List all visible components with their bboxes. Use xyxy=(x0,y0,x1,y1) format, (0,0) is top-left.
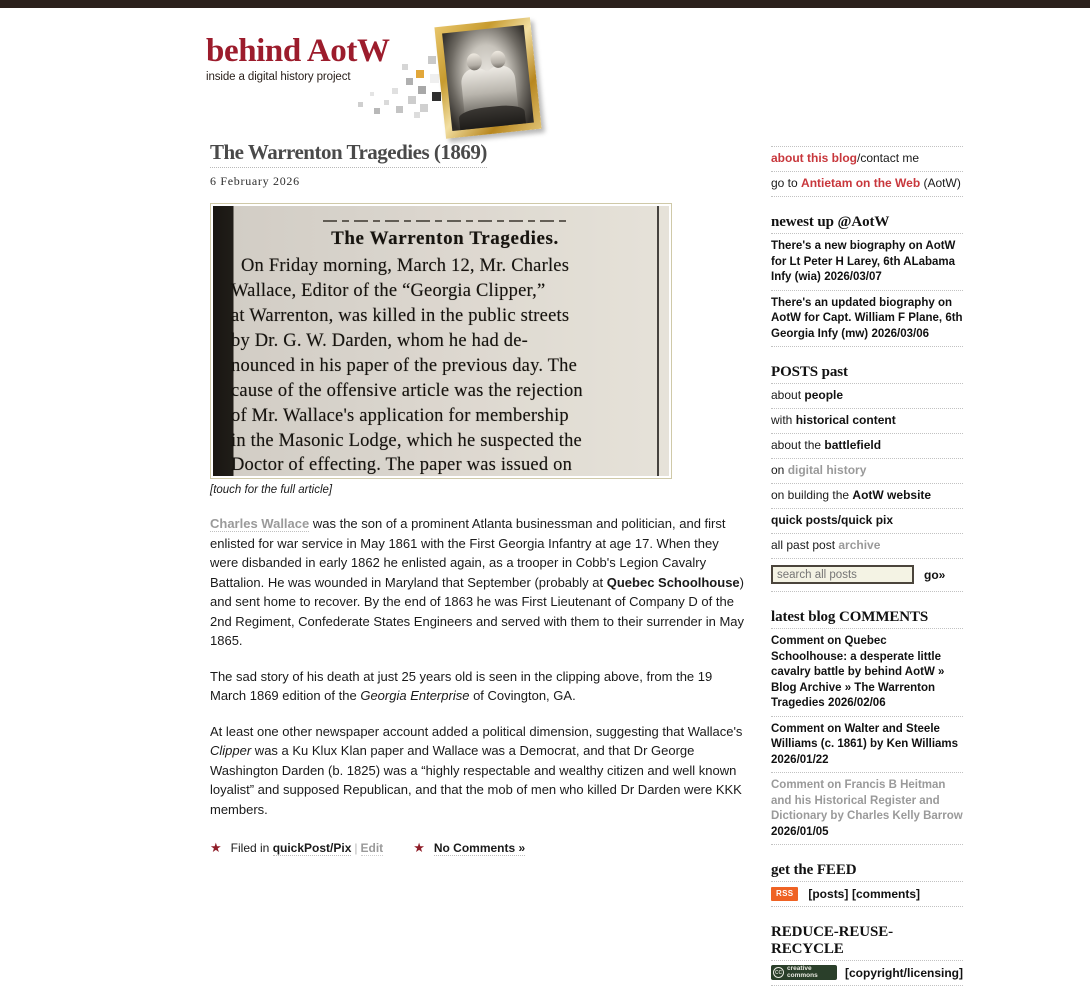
clipping-line: nounced in his paper of the previous day. The xyxy=(231,356,578,377)
pixel-particle xyxy=(406,78,413,85)
tintype-photo-graphic xyxy=(352,16,542,140)
feed-row xyxy=(771,882,963,907)
post-paragraph-3 xyxy=(210,722,750,820)
comments-link[interactable]: No Comments » xyxy=(433,841,526,856)
pixel-particle xyxy=(408,96,416,104)
comment-item-date: 2026/02/06 xyxy=(828,697,886,709)
copyright-licensing-link[interactable]: [copyright/licensing] xyxy=(844,965,963,980)
page-root xyxy=(0,8,1090,980)
post-meta xyxy=(210,841,755,855)
pixel-particle xyxy=(370,92,374,96)
link-quebec-schoolhouse[interactable]: Quebec Schoolhouse xyxy=(606,574,740,590)
sidebar-comment-item[interactable] xyxy=(771,629,963,717)
comment-item-text: Comment on Quebec Schoolhouse: a desperate little cavalry battle by behind AotW » Blog Archive » The Warrenton Tragedies xyxy=(771,635,945,709)
newspaper-clipping-image[interactable] xyxy=(213,206,669,476)
filed-in-group xyxy=(210,841,383,855)
newest-item-text: There's an updated biography on AotW for Capt. William F Plane, 6th Georgia Infy (mw) xyxy=(771,296,963,340)
newspaper-name: Georgia Enterprise xyxy=(360,688,470,704)
contact-me-text[interactable]: /contact me xyxy=(857,151,920,165)
item-prefix: on building the xyxy=(771,488,853,502)
main-content xyxy=(210,140,755,855)
search-row xyxy=(771,559,963,592)
cc-wordmark xyxy=(787,966,818,979)
newest-item-date: 2026/03/06 xyxy=(871,327,930,340)
search-go-button[interactable]: go» xyxy=(924,567,946,582)
pixel-particle xyxy=(396,106,403,113)
sidebar-item-aotw-website[interactable] xyxy=(771,484,963,509)
item-prefix: all past post xyxy=(771,538,839,552)
goto-label: go to xyxy=(771,176,802,190)
cc-word-creative: creative xyxy=(787,965,812,972)
clipping-line: of Mr. Wallace's application for membership xyxy=(231,406,569,427)
paragraph-text: was the son of a prominent Atlanta businessman and politician, and first enlisted for war service in May 1861 with the First Georgia Infantry at age 17. When they were disbanded in early 1862 he enlisted again, as a trooper in Cobb's Legion Cavalry Battalion. He was wounded in Maryland that September (probably at xyxy=(210,516,726,590)
sidebar-spacer xyxy=(771,197,963,214)
newest-item-date: 2026/03/07 xyxy=(824,271,882,283)
pixel-particle xyxy=(374,108,380,114)
sidebar-newest-item[interactable] xyxy=(771,291,963,348)
paragraph-text: was a Ku Klux Klan paper and Wallace was a Democrat, and that Dr George Washington Darden (b. 1825) was a “highly respectable and wealthy citizen and well known loyalist” and supposed Republican, and that the mob of men who killed Dr Darden were KKK members. xyxy=(210,743,742,817)
sidebar-spacer xyxy=(771,347,963,364)
feed-posts-link[interactable]: [posts] xyxy=(808,886,849,901)
pixel-particle xyxy=(432,92,441,101)
sidebar-aotw-row xyxy=(771,172,963,197)
sidebar-comment-item[interactable] xyxy=(771,717,963,774)
comment-item-text: Comment on Francis B Heitman and his Historical Register and Dictionary by Charles Kelly Barrow xyxy=(771,779,963,822)
clipping-line: Doctor of effecting. The paper was issued on xyxy=(231,455,573,476)
comments-group xyxy=(413,841,525,855)
pixel-particle xyxy=(402,64,408,70)
cc-glyph: cc xyxy=(775,969,782,976)
sidebar-item-people[interactable] xyxy=(771,384,963,409)
top-accent-bar xyxy=(0,0,1090,8)
paragraph-text: The sad story of his death at just 25 years old is seen in the clipping above, from the 19 March 1869 edition of the xyxy=(210,668,713,704)
meta-separator: | xyxy=(354,841,358,856)
pixel-particle xyxy=(416,70,424,78)
comment-item-date: 2026/01/05 xyxy=(771,825,829,838)
edit-link[interactable]: Edit xyxy=(360,841,384,856)
sidebar-spacer xyxy=(771,592,963,609)
paragraph-text: of Covington, GA. xyxy=(469,688,576,704)
comment-item-date: 2026/01/22 xyxy=(771,753,829,766)
clipping-line: Wallace, Editor of the “Georgia Clipper,” xyxy=(231,281,546,302)
item-prefix: with xyxy=(771,413,796,427)
post-paragraph-1 xyxy=(210,514,750,651)
item-prefix: about the xyxy=(771,438,825,452)
newspaper-name: Clipper xyxy=(210,743,252,759)
item-label: digital history xyxy=(787,463,867,477)
clipping-line: in the Masonic Lodge, which he suspected the xyxy=(231,431,582,452)
clipping-line: On Friday morning, March 12, Mr. Charles xyxy=(241,256,570,277)
clipping-headline: The Warrenton Tragedies. xyxy=(331,228,559,250)
star-bullet-icon: ★ xyxy=(210,840,222,856)
sidebar-item-digital-history[interactable] xyxy=(771,459,963,484)
filed-in-label: Filed in xyxy=(230,841,270,856)
clipping-column-rule xyxy=(657,206,659,476)
pixel-particle xyxy=(420,104,428,112)
tintype-image xyxy=(442,25,534,131)
clipping-line: at Warrenton, was killed in the public streets xyxy=(231,306,570,327)
pixel-particle xyxy=(384,100,389,105)
link-charles-wallace[interactable]: Charles Wallace xyxy=(210,516,310,532)
clipping-caption: [touch for the full article] xyxy=(210,484,333,497)
about-this-blog-link[interactable]: about this blog xyxy=(771,151,857,165)
item-label: people xyxy=(804,388,844,402)
sidebar-heading-feed: get the FEED xyxy=(771,862,963,882)
site-title: behind AotW xyxy=(206,33,390,69)
item-label: quick posts/quick pix xyxy=(771,513,894,527)
item-label: AotW website xyxy=(852,488,932,502)
portrait-head xyxy=(466,53,483,71)
sidebar-heading-posts-past: POSTS past xyxy=(771,364,963,384)
pixel-particle xyxy=(414,112,420,118)
search-input[interactable] xyxy=(771,565,914,584)
sidebar-item-quick-posts[interactable] xyxy=(771,509,963,534)
newest-item-text: There's a new biography on AotW for Lt Peter H Larey, 6th ALabama Infy (wia) xyxy=(771,240,956,283)
clipping-line: cause of the offensive article was the rejection xyxy=(231,381,583,402)
item-prefix: about xyxy=(771,388,805,402)
pixel-particle xyxy=(428,56,436,64)
sidebar-heading-recycle: REDUCE-REUSE-RECYCLE xyxy=(771,924,963,961)
post-paragraph-2 xyxy=(210,667,750,706)
clipping-figure xyxy=(210,203,755,496)
antietam-on-the-web-link[interactable]: Antietam on the Web xyxy=(801,176,921,190)
sidebar-spacer xyxy=(771,845,963,862)
sidebar-item-historical-content[interactable] xyxy=(771,409,963,434)
item-label: battlefield xyxy=(824,438,882,452)
sidebar-comment-item[interactable] xyxy=(771,773,963,845)
cc-word-commons: commons xyxy=(787,971,818,979)
paragraph-text: ) and sent home to recover. By the end of 1863 he was First Lieutenant of Company D of the 2nd Regiment, Confederate States Engineers and served with them to their surrender in May 1865. xyxy=(210,574,745,649)
paragraph-text: At least one other newspaper account added a political dimension, suggesting that Wallace's xyxy=(210,723,743,739)
clipping-line: by Dr. G. W. Darden, whom he had de- xyxy=(231,331,528,352)
sidebar xyxy=(771,146,963,986)
pixel-particle xyxy=(392,88,398,94)
clipping-rule xyxy=(323,220,569,222)
creative-commons-icon[interactable] xyxy=(771,965,837,980)
category-link[interactable]: quickPost/Pix xyxy=(272,841,352,856)
sidebar-spacer xyxy=(771,907,963,924)
sidebar-newest-item[interactable] xyxy=(771,234,963,291)
pixel-particle xyxy=(430,74,439,83)
star-bullet-icon: ★ xyxy=(413,840,425,856)
item-label: historical content xyxy=(795,413,896,427)
item-prefix: on xyxy=(771,463,788,477)
feed-comments-link[interactable]: [comments] xyxy=(851,886,920,901)
sidebar-item-battlefield[interactable] xyxy=(771,434,963,459)
clipping-frame[interactable] xyxy=(210,203,672,479)
post-date: 6 February 2026 xyxy=(210,174,300,189)
creative-commons-row xyxy=(771,961,963,986)
tintype-frame xyxy=(434,17,541,138)
portrait-head xyxy=(490,50,507,68)
sidebar-heading-newest: newest up @AotW xyxy=(771,214,963,234)
rss-icon[interactable]: RSS xyxy=(771,887,798,901)
sidebar-item-archive[interactable] xyxy=(771,534,963,559)
aotw-abbrev: (AotW) xyxy=(920,176,961,190)
comment-item-text: Comment on Walter and Steele Williams (c. 1861) by Ken Williams xyxy=(771,722,959,750)
site-tagline: inside a digital history project xyxy=(206,70,351,83)
site-masthead xyxy=(0,8,1090,140)
page-title: The Warrenton Tragedies (1869) xyxy=(210,140,487,168)
pixel-particle xyxy=(358,102,363,107)
item-label: archive xyxy=(838,538,881,552)
sidebar-about-row xyxy=(771,146,963,172)
pixel-particle xyxy=(418,86,426,94)
sidebar-heading-comments: latest blog COMMENTS xyxy=(771,609,963,629)
